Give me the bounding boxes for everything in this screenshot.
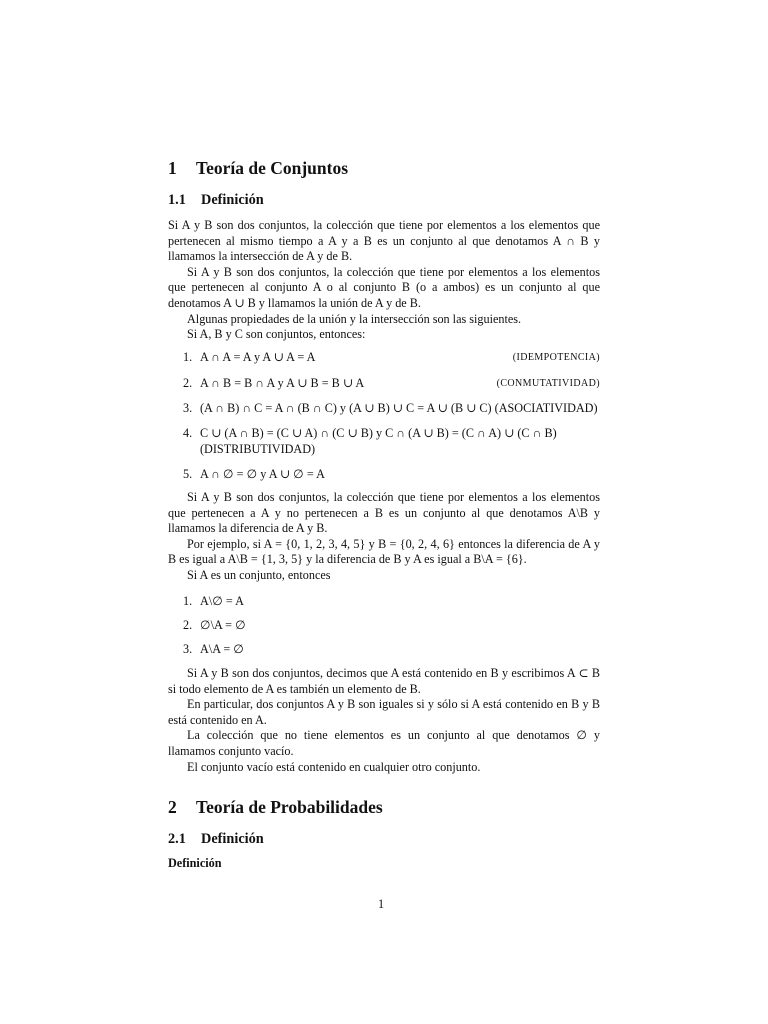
subsection-heading-1-1 xyxy=(168,192,264,209)
item-number: 5. xyxy=(183,467,193,481)
item-tag: (CONMUTATIVIDAD) xyxy=(496,378,600,389)
item-text: A\A = ∅ xyxy=(200,642,244,656)
subsection-number: 1.1 xyxy=(168,192,186,208)
paragraph-properties-intro: Algunas propiedades de la unión y la intersección son las siguientes. xyxy=(187,311,522,326)
subsection-heading-2-1 xyxy=(168,831,264,848)
paragraph-heading-definicion: Definición xyxy=(168,856,222,870)
item-text: ∅\A = ∅ xyxy=(200,618,246,632)
item-number: 3. xyxy=(183,401,193,415)
paragraph-sets-abc: Si A, B y C son conjuntos, entonces: xyxy=(187,327,366,342)
paragraph-set-a: Si A es un conjunto, entonces xyxy=(187,567,331,582)
item-text: A ∩ A = A y A ∪ A = A xyxy=(200,350,316,364)
item-text: A ∩ B = B ∩ A y A ∪ B = B ∪ A xyxy=(200,376,365,390)
subsection-title: Definición xyxy=(201,192,264,208)
paragraph-empty-set: La colección que no tiene elementos es un conjunto al que denotamos ∅ y llamamos conjunto vacío. xyxy=(168,728,600,758)
paragraph-intersection: Si A y B son dos conjuntos, la colección que tiene por elementos a los elementos que pertenecen al mismo tiempo a A y a B es un conjunto al que denotamos A ∩ B y llamamos la intersección de A y de B. xyxy=(168,218,600,264)
body-block-3 xyxy=(168,666,600,775)
subsection-number: 2.1 xyxy=(168,831,186,847)
item-number: 1. xyxy=(183,350,193,364)
paragraph-subset: Si A y B son dos conjuntos, decimos que A está contenido en B y escribimos A ⊂ B si todo elemento de A es también un elemento de B. xyxy=(168,666,600,696)
paragraph-difference: Si A y B son dos conjuntos, la colección que tiene por elementos a los elementos que pertenecen a A y no pertenecen a B es un conjunto al que denotamos A\B y llamamos la diferencia de A y B. xyxy=(168,490,600,536)
section-number: 2 xyxy=(168,797,177,817)
item-number: 2. xyxy=(183,376,193,390)
paragraph-union: Si A y B son dos conjuntos, la colección que tiene por elementos a los elementos que pertenecen al conjunto A o al conjunto B (o a ambos) es un conjunto al que denotamos A ∪ B y llamamos la unión de A y de B. xyxy=(168,264,600,310)
item-text: A\∅ = A xyxy=(200,594,244,608)
item-text: (A ∩ B) ∩ C = A ∩ (B ∩ C) y (A ∪ B) ∪ C = A ∪ (B ∪ C) (ASOCIATIVIDAD) xyxy=(200,401,598,415)
body-block-1 xyxy=(168,218,600,343)
item-text: A ∩ ∅ = ∅ y A ∪ ∅ = A xyxy=(200,467,325,481)
item-number: 1. xyxy=(183,594,193,608)
item-number: 3. xyxy=(183,642,193,656)
body-block-2 xyxy=(168,490,600,584)
section-heading-1 xyxy=(168,158,348,179)
paragraph-example: Por ejemplo, si A = {0, 1, 2, 3, 4, 5} y B = {0, 2, 4, 6} entonces la diferencia de A y B es igual a A\B = {1, 3, 5} y la diferencia de B y A es igual a B\A = {6}. xyxy=(168,536,600,567)
page-number: 1 xyxy=(378,897,385,911)
section-title: Teoría de Conjuntos xyxy=(196,158,349,178)
item-tag: (IDEMPOTENCIA) xyxy=(512,352,600,363)
subsection-title: Definición xyxy=(201,831,264,847)
section-heading-2 xyxy=(168,797,383,818)
item-text: C ∪ (A ∩ B) = (C ∪ A) ∩ (C ∪ B) y C ∩ (A ∪ B) = (C ∩ A) ∪ (C ∩ B) (DISTRIBUTIVIDAD) xyxy=(200,426,557,456)
section-title: Teoría de Probabilidades xyxy=(196,797,383,817)
item-number: 4. xyxy=(183,426,193,440)
section-number: 1 xyxy=(168,158,177,178)
paragraph-equality: En particular, dos conjuntos A y B son iguales si y sólo si A está contenido en B y B está contenido en A. xyxy=(168,697,600,727)
item-number: 2. xyxy=(183,618,193,632)
paragraph-empty-subset: El conjunto vacío está contenido en cualquier otro conjunto. xyxy=(187,759,481,774)
